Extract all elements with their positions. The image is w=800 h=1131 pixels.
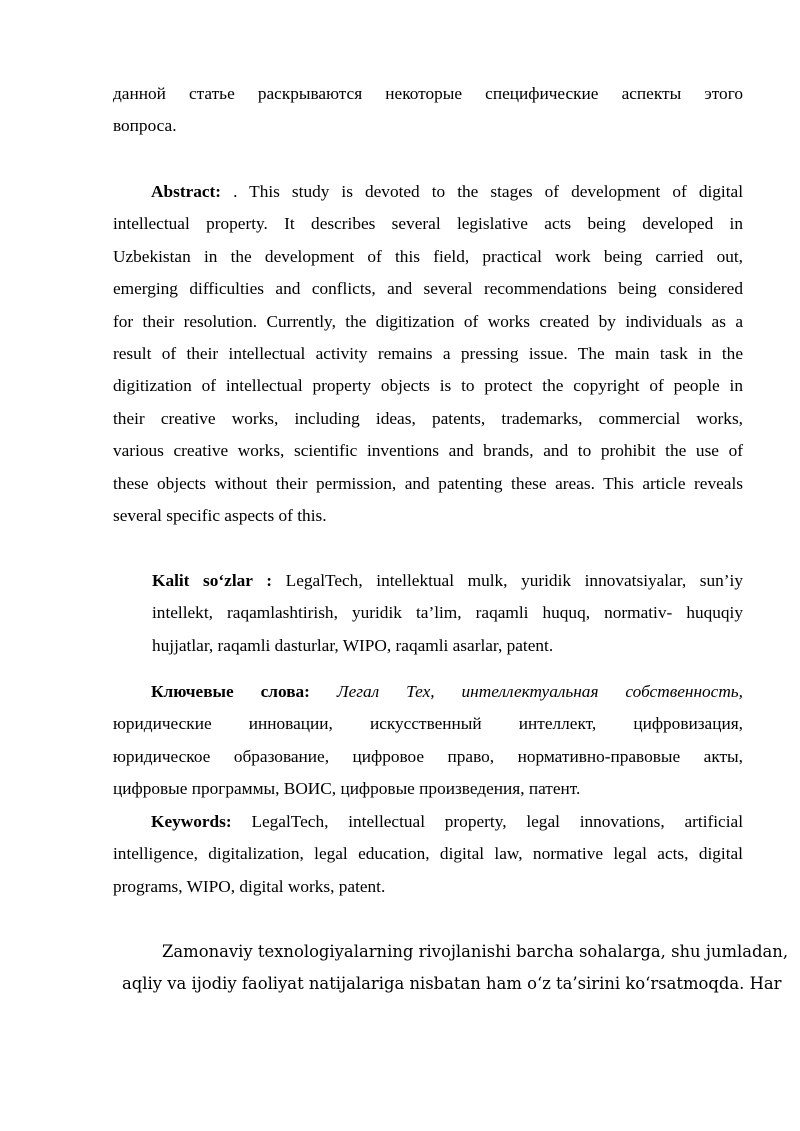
intro-paragraph [113,78,743,143]
kalit-label: Kalit so‘zlar : [152,571,273,590]
text-line: digitization of intellectual property objects is to protect the copyright of people in [113,376,743,396]
text-line: юридические инновации, искусственный интеллект, цифровизация, [113,714,743,734]
text-line: several specific aspects of this. [113,506,327,526]
abstract-label: Abstract: [151,182,222,201]
text-line: intellekt, raqamlashtirish, yuridik ta’lim, raqamli huquq, normativ- huquqiy [152,603,743,623]
body-paragraph [122,936,789,1001]
text-line: intelligence, digitalization, legal education, digital law, normative legal acts, digital [113,844,743,864]
text-line: for their resolution. Currently, the digitization of works created by individuals as a [113,311,743,331]
text-line: данной статье раскрываются некоторые специфические аспекты этого [113,84,743,103]
text-line: Kalit so‘zlar : LegalTech, intellektual mulk, yuridik innovatsiyalar, sun’iy [152,571,743,590]
keywords-label: Keywords: [151,812,232,831]
keywords-paragraph [113,806,743,903]
text-line: aqliy va ijodiy faoliyat natijalariga nisbatan ham o‘z ta’sirini ko‘rsatmoqda. Har [122,974,782,994]
text-line: emerging difficulties and conflicts, and several recommendations being considered [113,279,743,299]
text-line: result of their intellectual activity remains a pressing issue. The main task in the [113,344,743,364]
text-line: юридическое образование, цифровое право, нормативно-правовые акты, [113,746,743,766]
text-line: Keywords: LegalTech, intellectual property, legal innovations, artificial [151,812,743,831]
abstract-paragraph [113,176,743,532]
kalit-sozlar-paragraph [152,565,743,662]
text-line: their creative works, including ideas, patents, trademarks, commercial works, [113,408,743,428]
abstract-text: . This study is devoted to the stages of development of digital [221,182,743,201]
text-line: Uzbekistan in the development of this field, practical work being carried out, [113,246,743,266]
text-line: intellectual property. It describes several legislative acts being developed in [113,214,743,234]
text-line: hujjatlar, raqamli dasturlar, WIPO, raqamli asarlar, patent. [152,635,554,655]
text-line: цифровые программы, ВОИС, цифровые произведения, патент. [113,779,581,799]
text-line: Zamonaviy texnologiyalarning rivojlanishi barcha sohalarga, shu jumladan, [162,942,789,961]
text-line: programs, WIPO, digital works, patent. [113,876,386,896]
kluchevye-label: Ключевые слова: [151,682,310,701]
text-line [113,176,743,208]
text-line: these objects without their permission, and patenting these areas. This article reveals [113,473,743,493]
text-line: various creative works, scientific inventions and brands, and to prohibit the use of [113,441,743,461]
kluchevye-slova-paragraph [113,676,743,806]
text-line: Ключевые слова: Легал Тех, интеллектуальная собственность, [151,682,743,701]
text-line: вопроса. [113,116,177,136]
